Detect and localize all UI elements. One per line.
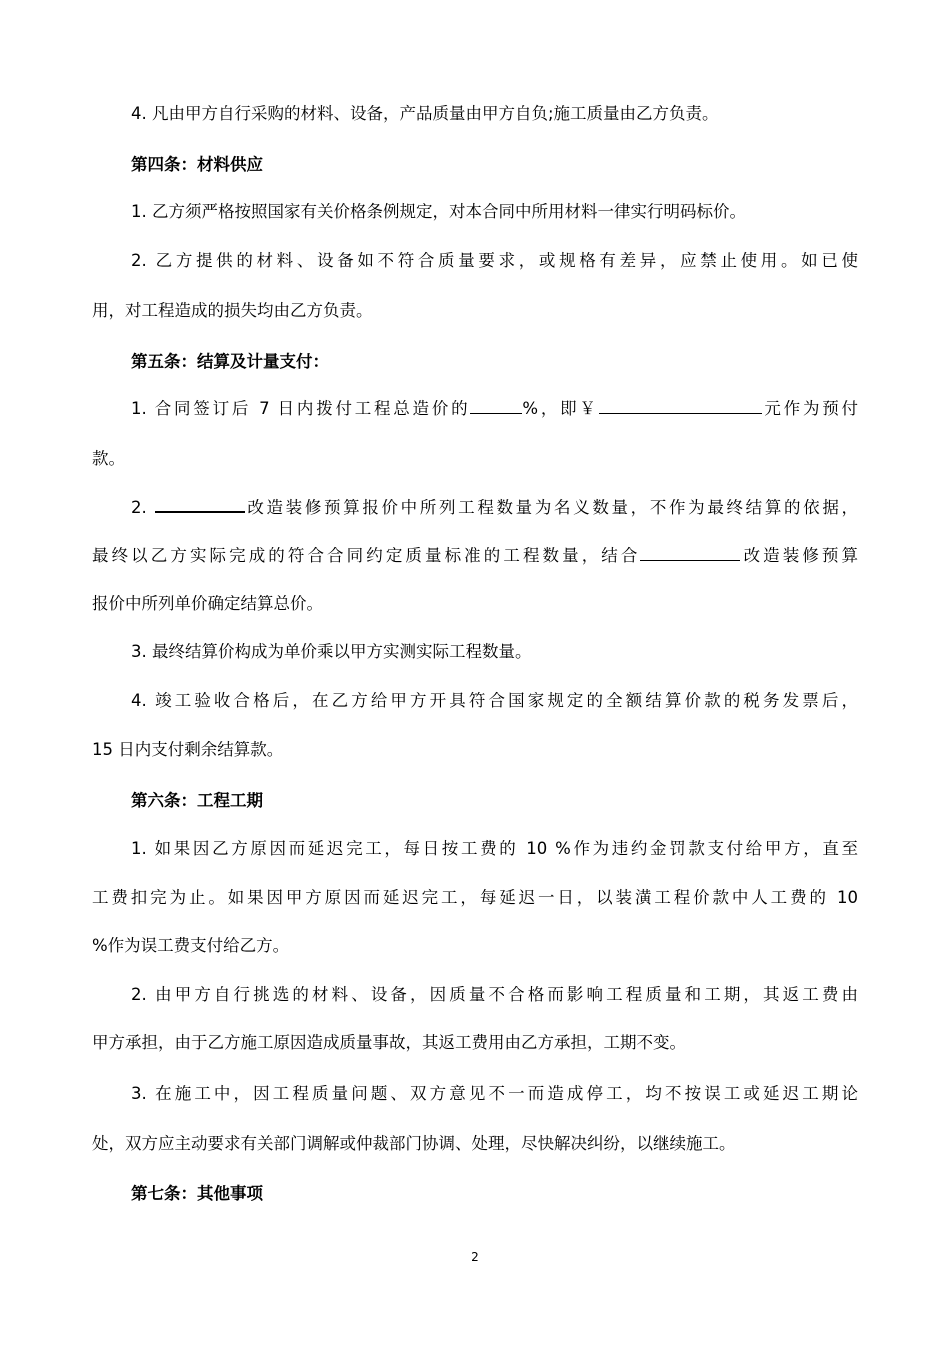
text-segment: 1. 乙方须严格按照国家有关价格条例规定，对本合同中所用材料一律实行明码标价。 <box>131 202 746 221</box>
paragraph-line <box>92 1031 686 1055</box>
paragraph-line <box>131 689 858 713</box>
text-segment: 3. 在施工中，因工程质量问题、双方意见不一而造成停工，均不按误工或延迟工期论 <box>131 1084 858 1103</box>
text-segment: %作为误工费支付给乙方。 <box>92 936 290 955</box>
text-segment: 款。 <box>92 449 125 468</box>
paragraph-line <box>92 592 323 616</box>
paragraph-line <box>92 1132 736 1156</box>
text-segment: 处，双方应主动要求有关部门调解或仲裁部门协调、处理，尽快解决纠纷，以继续施工。 <box>92 1134 736 1153</box>
text-segment: 4. 竣工验收合格后，在乙方给甲方开具符合国家规定的全额结算价款的税务发票后， <box>131 691 858 710</box>
paragraph-line <box>92 447 125 471</box>
paragraph-line <box>92 543 858 567</box>
paragraph-line <box>131 102 719 126</box>
paragraph-line <box>92 738 283 762</box>
text-segment: 3. 最终结算价构成为单价乘以甲方实测实际工程数量。 <box>131 642 532 661</box>
text-segment: 第七条：其他事项 <box>131 1184 263 1203</box>
text-segment: %，即￥ <box>522 399 599 418</box>
fill-in-blank <box>155 494 245 513</box>
section-heading <box>131 789 263 813</box>
section-heading <box>131 153 263 177</box>
section-heading <box>131 350 329 374</box>
text-segment: 用，对工程造成的损失均由乙方负责。 <box>92 301 373 320</box>
fill-in-blank <box>599 396 762 414</box>
text-segment: 报价中所列单价确定结算总价。 <box>92 594 323 613</box>
paragraph-line <box>131 396 858 420</box>
text-segment: 4. 凡由甲方自行采购的材料、设备，产品质量由甲方自负;施工质量由乙方负责。 <box>131 104 719 123</box>
text-segment: 第六条：工程工期 <box>131 791 263 810</box>
text-segment: 改造装修预算 <box>740 546 858 565</box>
text-segment: 元作为预付 <box>761 399 858 418</box>
text-segment: 2. 由甲方自行挑选的材料、设备，因质量不合格而影响工程质量和工期，其返工费由 <box>131 985 858 1004</box>
text-segment: 1. 合同签订后 7 日内拨付工程总造价的 <box>131 399 471 418</box>
text-segment: 工费扣完为止。如果因甲方原因而延迟完工，每延迟一日，以装潢工程价款中人工费的 10 <box>92 888 858 907</box>
section-heading <box>131 1182 263 1206</box>
text-segment: 最终以乙方实际完成的符合合同约定质量标准的工程数量，结合 <box>92 546 641 565</box>
paragraph-line <box>131 1082 858 1106</box>
text-segment: 改造装修预算报价中所列工程数量为名义数量，不作为最终结算的依据， <box>244 498 858 517</box>
paragraph-line <box>131 983 858 1007</box>
paragraph-line <box>92 886 858 910</box>
paragraph-line <box>131 640 532 664</box>
paragraph-line <box>131 494 858 518</box>
text-segment: 第四条：材料供应 <box>131 155 263 174</box>
text-segment: 1. 如果因乙方原因而延迟完工，每日按工费的 10 %作为违约金罚款支付给甲方，直至 <box>131 839 858 858</box>
paragraph-line <box>92 934 289 958</box>
page-number: 2 <box>471 1250 479 1264</box>
text-segment: 第五条：结算及计量支付： <box>131 352 329 371</box>
fill-in-blank <box>640 543 740 561</box>
paragraph-line <box>92 299 373 323</box>
paragraph-line <box>131 249 858 273</box>
text-segment: 15 日内支付剩余结算款。 <box>92 740 284 759</box>
text-segment: 2. <box>131 498 155 517</box>
text-segment: 2. 乙方提供的材料、设备如不符合质量要求，或规格有差异，应禁止使用。如已使 <box>131 251 858 270</box>
paragraph-line <box>131 200 746 224</box>
text-segment: 甲方承担，由于乙方施工原因造成质量事故，其返工费用由乙方承担，工期不变。 <box>92 1033 686 1052</box>
fill-in-blank <box>470 396 522 414</box>
paragraph-line <box>131 837 858 861</box>
